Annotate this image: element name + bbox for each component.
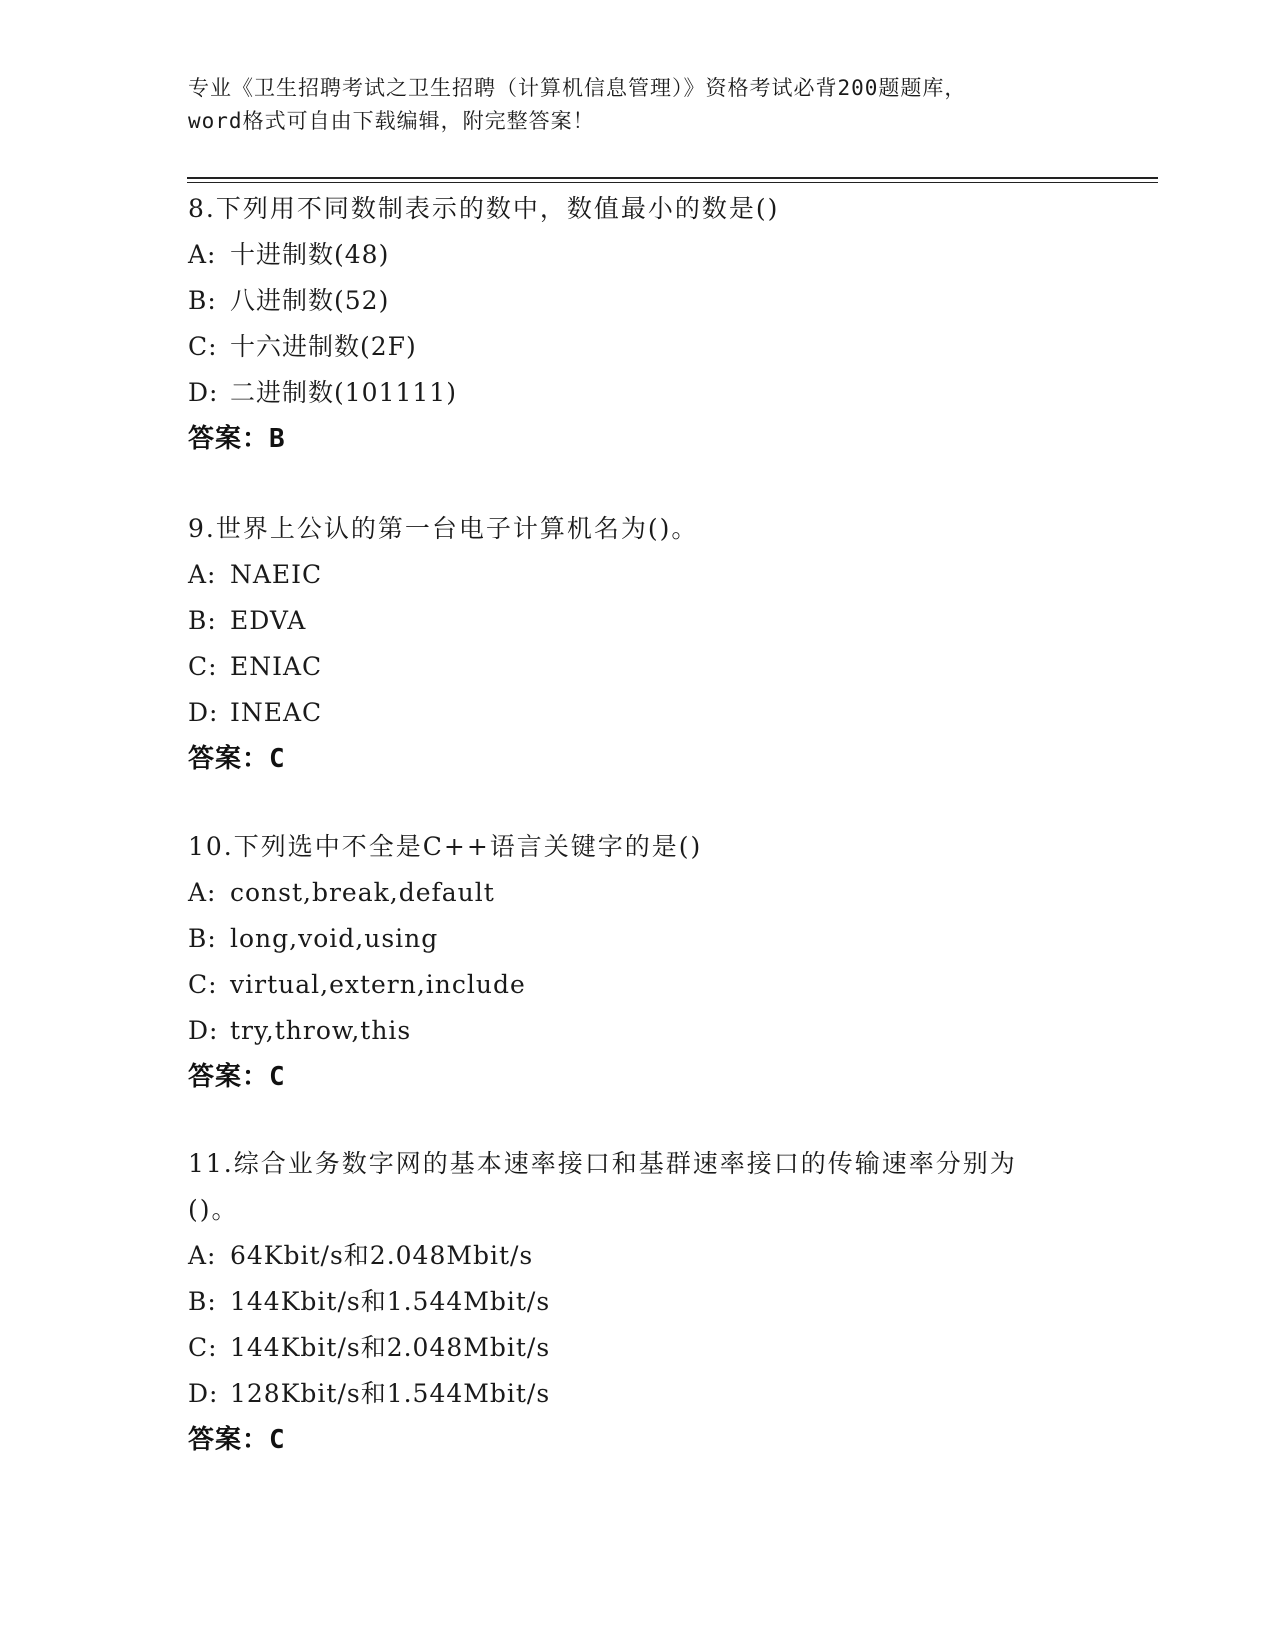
option-text: long,void,using [230, 924, 439, 953]
question-stem [188, 506, 1088, 552]
option-c [188, 324, 1088, 370]
option-d [188, 690, 1088, 736]
option-d [188, 370, 1088, 416]
option-key: C: [188, 1333, 218, 1362]
question-stem-line: 11.综合业务数字网的基本速率接口和基群速率接口的传输速率分别为 [188, 1149, 1017, 1178]
option-text: NAEIC [230, 560, 323, 589]
option-text: 144Kbit/s和2.048Mbit/s [230, 1333, 551, 1362]
option-c [188, 644, 1088, 690]
option-text: 二进制数(101111) [230, 378, 457, 407]
header-line-2: word格式可自由下载编辑，附完整答案！ [188, 109, 595, 133]
option-key: B: [188, 924, 217, 953]
option-key: A: [188, 1241, 217, 1270]
option-key: D: [188, 698, 219, 727]
option-key: C: [188, 970, 218, 999]
option-c [188, 1325, 1088, 1371]
option-key: D: [188, 378, 219, 407]
option-a [188, 1233, 1088, 1279]
option-c [188, 962, 1088, 1008]
option-a [188, 870, 1088, 916]
question-10 [188, 824, 1088, 1100]
option-text: 十进制数(48) [230, 240, 390, 269]
option-key: B: [188, 286, 217, 315]
option-key: A: [188, 240, 217, 269]
header-line-1: 专业《卫生招聘考试之卫生招聘（计算机信息管理）》资格考试必背200题题库， [188, 76, 967, 100]
question-8 [188, 186, 1088, 462]
question-stem-line: ()。 [188, 1195, 239, 1224]
question-stem-line: 9.世界上公认的第一台电子计算机名为()。 [188, 514, 699, 543]
option-text: 八进制数(52) [230, 286, 390, 315]
option-text: 128Kbit/s和1.544Mbit/s [230, 1379, 551, 1408]
option-key: C: [188, 652, 218, 681]
answer: 答案：C [188, 1062, 286, 1092]
answer: 答案：C [188, 1425, 286, 1455]
answer: 答案：B [188, 424, 286, 454]
answer: 答案：C [188, 744, 286, 774]
header-divider-thin [187, 182, 1158, 183]
option-a [188, 232, 1088, 278]
option-text: 144Kbit/s和1.544Mbit/s [230, 1287, 551, 1316]
option-text: 64Kbit/s和2.048Mbit/s [230, 1241, 534, 1270]
option-b [188, 916, 1088, 962]
option-d [188, 1008, 1088, 1054]
header-divider-thick [187, 177, 1158, 179]
option-b [188, 598, 1088, 644]
option-text: virtual,extern,include [230, 970, 526, 999]
option-key: B: [188, 606, 217, 635]
option-a [188, 552, 1088, 598]
question-11 [188, 1141, 1088, 1463]
option-key: B: [188, 1287, 217, 1316]
option-key: A: [188, 560, 217, 589]
question-stem-line: 8.下列用不同数制表示的数中，数值最小的数是() [188, 194, 780, 223]
question-stem-line: 10.下列选中不全是C++语言关键字的是() [188, 832, 703, 861]
option-key: D: [188, 1016, 219, 1045]
option-key: C: [188, 332, 218, 361]
question-stem [188, 824, 1088, 870]
question-stem [188, 1141, 1088, 1233]
option-d [188, 1371, 1088, 1417]
option-text: EDVA [230, 606, 307, 635]
option-key: A: [188, 878, 217, 907]
question-stem [188, 186, 1088, 232]
document-header [188, 72, 1088, 138]
option-text: try,throw,this [230, 1016, 412, 1045]
question-9 [188, 506, 1088, 782]
option-text: 十六进制数(2F) [230, 332, 417, 361]
option-text: INEAC [230, 698, 323, 727]
option-b [188, 1279, 1088, 1325]
option-text: const,break,default [230, 878, 495, 907]
option-text: ENIAC [230, 652, 323, 681]
option-key: D: [188, 1379, 219, 1408]
option-b [188, 278, 1088, 324]
